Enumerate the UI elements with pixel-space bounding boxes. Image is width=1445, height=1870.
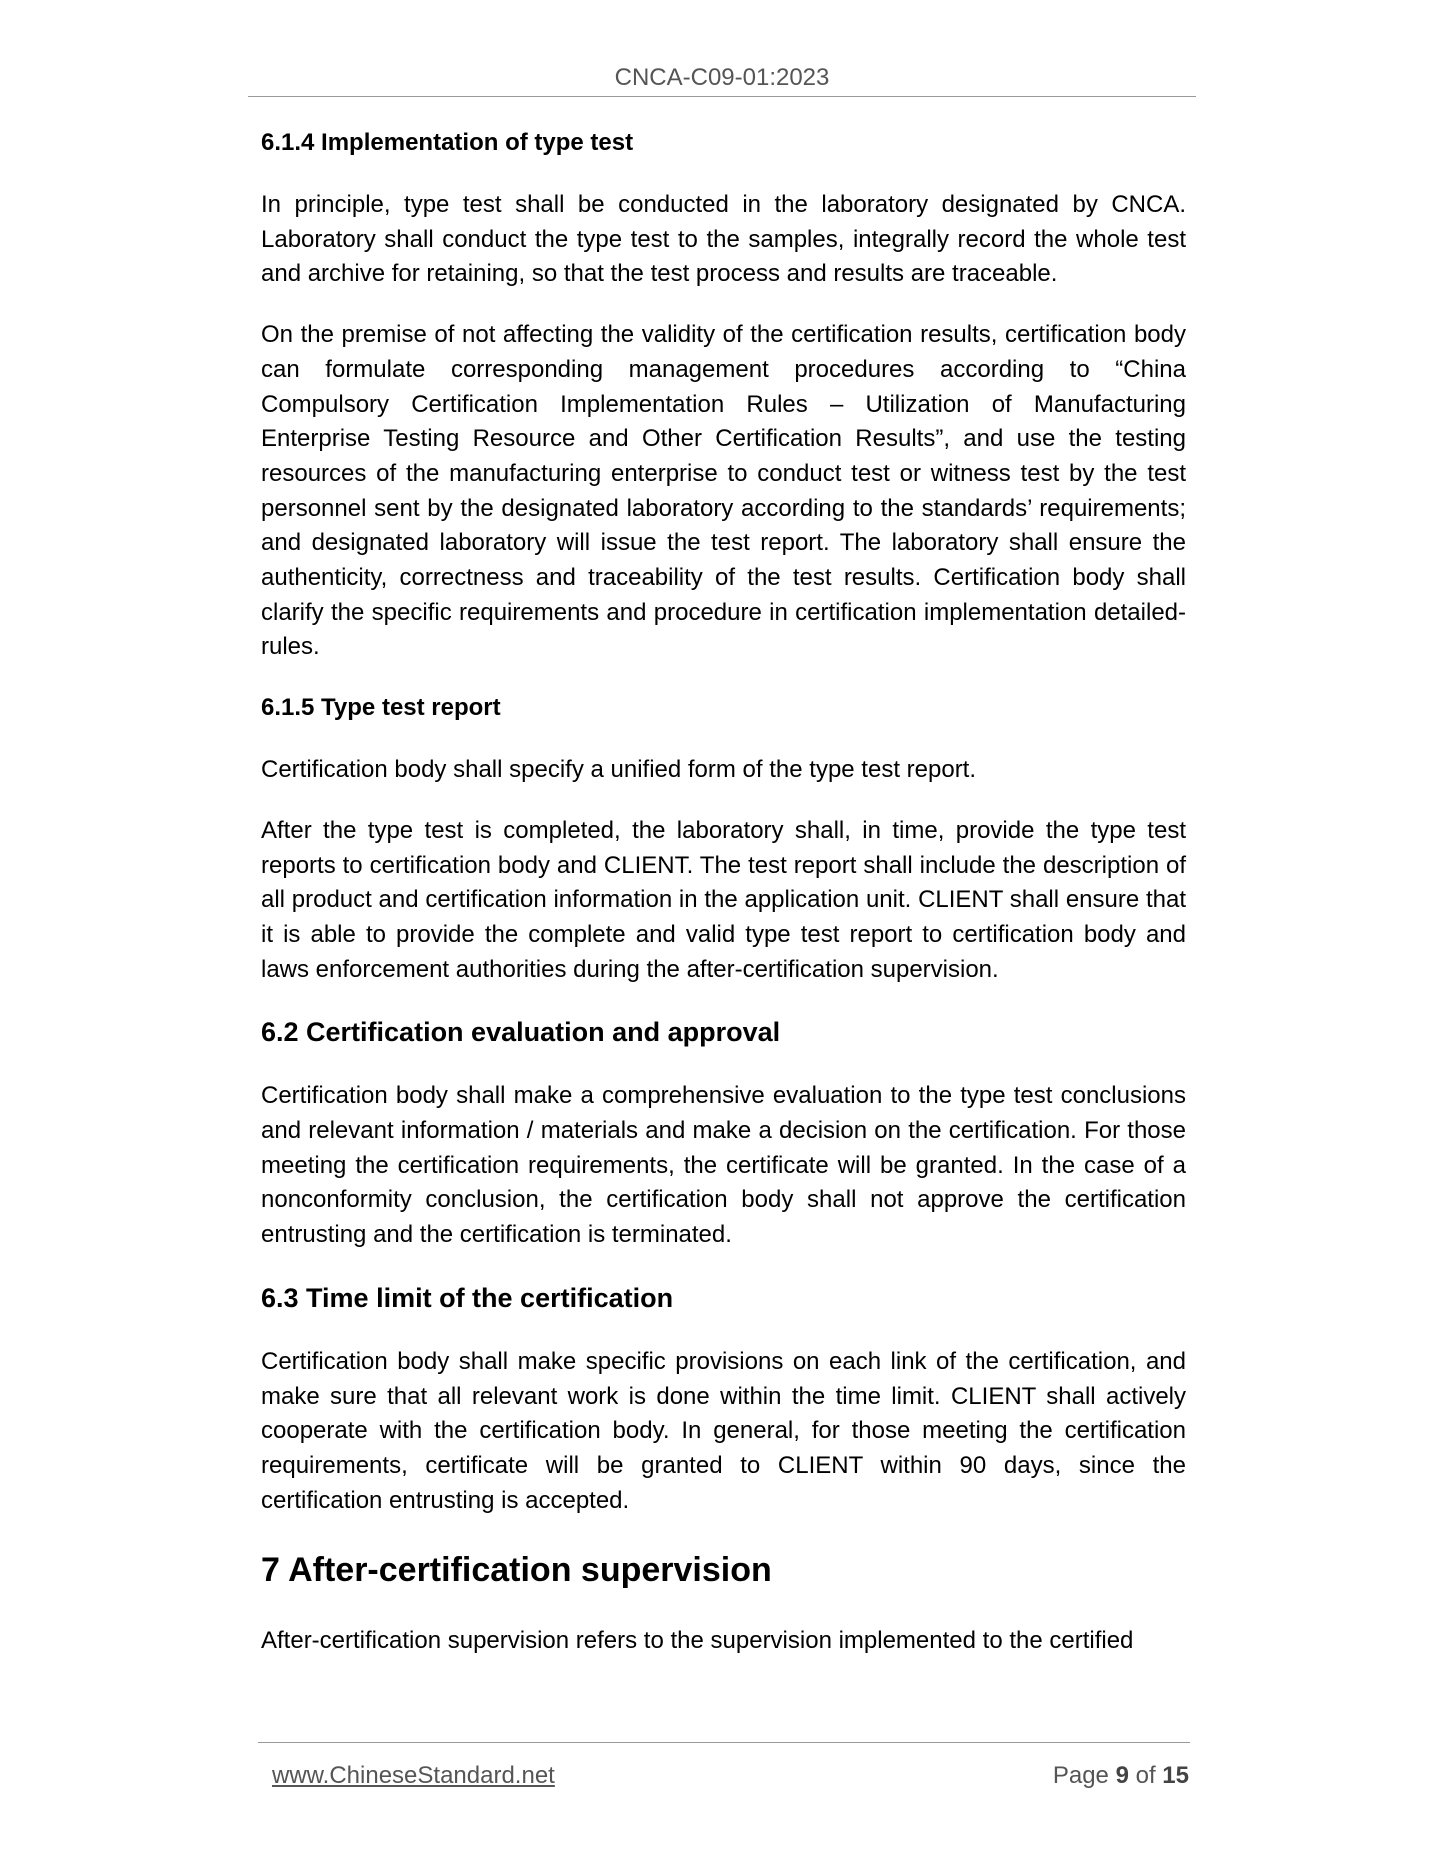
section-6-2-title: 6.2 Certification evaluation and approval — [261, 1017, 781, 1048]
page-number — [1053, 1762, 1189, 1790]
document-id: CNCA-C09-01:2023 — [614, 64, 830, 91]
section-6-3-title: 6.3 Time limit of the certification — [261, 1282, 674, 1313]
section-6-1-4-paragraph-2: On the premise of not affecting the validity of the certification results, certification body can formulate corresponding management procedures according to “China Compulsory Certification Implementation Rules – Utilization of Manufacturing Enterprise Testing Resource and Other Certification Results”, and use the testing resources of the manufacturing enterprise to conduct test or witness test by the test personnel sent by the designated laboratory according to the standards’ requirements; and designated laboratory will issue the test report. The laboratory shall ensure the authenticity, correctness and traceability of the test results. Certification body shall clarify the specific requirements and procedure in certification implementation detailed-rules. — [261, 321, 1186, 661]
page-header — [248, 66, 1196, 97]
section-6-1-4-paragraph-1: In principle, type test shall be conducted in the laboratory designated by CNCA. Laboratory shall conduct the type test to the samples, integrally record the whole test and archive for retaining, so that the test process and results are traceable. — [261, 191, 1186, 288]
section-7-paragraph-1: After-certification supervision refers to the supervision implemented to the certified — [261, 1627, 1134, 1655]
section-6-2-paragraph-1: Certification body shall make a comprehensive evaluation to the type test conclusions and relevant information / materials and make a decision on the certification. For those meeting the certification requirements, the certificate will be granted. In the case of a nonconformity conclusion, the certification body shall not approve the certification entrusting and the certification is terminated. — [261, 1082, 1186, 1249]
section-6-1-4-title: 6.1.4 Implementation of type test — [261, 129, 634, 156]
section-6-1-5-title: 6.1.5 Type test report — [261, 694, 501, 722]
section-6-3-paragraph-1: Certification body shall make specific provisions on each link of the certification, and make sure that all relevant work is done within the time limit. CLIENT shall actively cooperate with the certification body. In general, for those meeting the certification requirements, certificate will be granted to CLIENT within 90 days, since the certification entrusting is accepted. — [261, 1347, 1186, 1514]
page-word: Page — [1052, 1762, 1109, 1789]
footer-website-link[interactable]: www.ChineseStandard.net — [272, 1762, 555, 1789]
current-page: 9 — [1115, 1762, 1129, 1789]
of-word: of — [1135, 1762, 1156, 1789]
document-body — [261, 126, 1186, 1685]
section-6-1-5-paragraph-2: After the type test is completed, the laboratory shall, in time, provide the type test reports to certification body and CLIENT. The test report shall include the description of all product and certification information in the application unit. CLIENT shall ensure that it is able to provide the complete and valid type test report to certification body and laws enforcement authorities during the after-certification supervision. — [261, 816, 1186, 983]
section-6-1-5-paragraph-1: Certification body shall specify a unified form of the type test report. — [261, 756, 977, 784]
total-pages: 15 — [1162, 1762, 1189, 1789]
section-7-title: 7 After-certification supervision — [261, 1551, 772, 1590]
footer-divider — [258, 1742, 1190, 1743]
